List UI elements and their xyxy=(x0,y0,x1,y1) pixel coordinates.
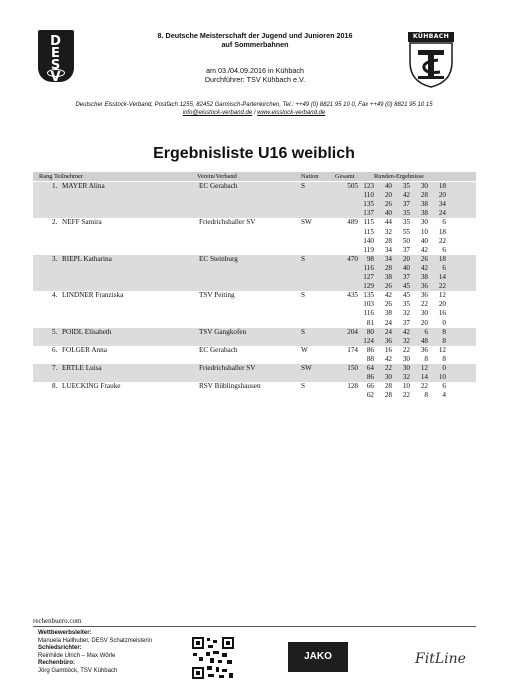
row-rank: 3. xyxy=(52,254,58,263)
footer-officials xyxy=(38,630,152,676)
round-score: 38 xyxy=(420,273,428,281)
association-info xyxy=(20,101,488,117)
round-score: 18 xyxy=(438,254,446,263)
round-score: 20 xyxy=(438,191,446,200)
round-score: 35 xyxy=(402,209,410,218)
round-score: 40 xyxy=(384,182,392,190)
round-score: 115 xyxy=(363,218,374,227)
association-email-link[interactable]: info@eisstock-verband.de xyxy=(182,110,253,116)
competition-head-label: Wettbewerbsleiter: xyxy=(38,630,92,636)
round-score: 10 xyxy=(438,373,446,382)
round-score: 115 xyxy=(363,227,374,236)
round-score: 18 xyxy=(438,182,446,190)
row-total: 435 xyxy=(347,291,358,300)
row-nation: S xyxy=(301,254,305,263)
championship-title xyxy=(110,31,400,49)
row-club: EC Gerabach xyxy=(199,345,238,354)
row-name: LUECKING Frauke xyxy=(62,382,121,391)
round-score: 64 xyxy=(366,364,374,372)
round-score: 20 xyxy=(420,318,428,327)
event-date: am 03./04.09.2016 in Kühbach xyxy=(206,66,304,75)
jako-logo xyxy=(288,642,348,672)
round-score: 30 xyxy=(420,182,428,190)
round-score: 30 xyxy=(420,309,428,318)
row-name: POIDL Elisabeth xyxy=(62,327,112,336)
row-rank: 8. xyxy=(52,382,58,391)
round-score: 62 xyxy=(366,391,374,400)
round-score: 8 xyxy=(424,354,428,363)
round-score: 116 xyxy=(363,263,374,272)
row-name: LINDNER Franziska xyxy=(62,291,124,300)
round-score: 123 xyxy=(363,182,374,190)
association-website-link[interactable]: www.eisstock-verband.de xyxy=(257,110,326,116)
round-score: 8 xyxy=(424,391,428,400)
round-score: 86 xyxy=(366,373,374,382)
round-score: 86 xyxy=(366,345,374,354)
row-nation: SW xyxy=(301,364,312,372)
round-score: 28 xyxy=(384,391,392,400)
round-score: 6 xyxy=(442,218,446,227)
header-club: Verein/Verband xyxy=(197,173,237,180)
round-score: 26 xyxy=(384,282,392,291)
row-rank: 5. xyxy=(52,327,58,336)
round-score: 34 xyxy=(384,254,392,263)
round-score: 8 xyxy=(442,354,446,363)
round-score: 22 xyxy=(438,236,446,245)
round-score: 36 xyxy=(420,345,428,354)
round-score: 37 xyxy=(402,245,410,254)
round-score: 22 xyxy=(438,282,446,291)
row-rank: 1. xyxy=(52,182,58,190)
office: Jörg Gamböck, TSV Kühbach xyxy=(38,667,118,674)
round-score: 4 xyxy=(442,391,446,400)
round-score: 45 xyxy=(402,282,410,291)
round-score: 12 xyxy=(438,345,446,354)
round-score: 12 xyxy=(438,291,446,300)
round-score: 14 xyxy=(420,373,428,382)
event-info xyxy=(110,66,400,84)
round-score: 98 xyxy=(366,254,374,263)
round-score: 42 xyxy=(384,291,392,300)
round-score: 38 xyxy=(384,309,392,318)
row-club: Friedrichshaller SV xyxy=(199,218,256,227)
desv-logo-ring xyxy=(47,69,65,77)
round-score: 110 xyxy=(363,191,374,200)
row-nation: S xyxy=(301,291,305,300)
round-score: 10 xyxy=(402,382,410,391)
row-nation: S xyxy=(301,382,305,391)
round-score: 22 xyxy=(384,364,392,372)
round-score: 0 xyxy=(442,364,446,372)
fitline-logo-text: FitLine xyxy=(415,651,466,667)
round-score: 32 xyxy=(402,373,410,382)
round-score: 34 xyxy=(384,245,392,254)
round-score: 40 xyxy=(384,209,392,218)
round-score: 119 xyxy=(363,245,374,254)
round-score: 30 xyxy=(384,373,392,382)
round-score: 35 xyxy=(402,300,410,309)
round-score: 18 xyxy=(438,227,446,236)
round-score: 6 xyxy=(442,263,446,272)
desv-logo xyxy=(38,30,74,85)
round-score: 40 xyxy=(402,263,410,272)
row-club: Friedrichshaller SV xyxy=(199,364,256,372)
header-nation: Nation xyxy=(301,173,319,180)
round-score: 6 xyxy=(442,382,446,391)
competition-head: Manuela Hallhuber, DESV Schatzmeisterin xyxy=(38,637,153,644)
row-total: 150 xyxy=(347,364,358,372)
row-name: NEFF Samira xyxy=(62,218,102,227)
round-score: 28 xyxy=(384,263,392,272)
header-rounds: Runden-Ergebnisse xyxy=(374,173,424,180)
round-score: 22 xyxy=(420,382,428,391)
round-score: 66 xyxy=(366,382,374,391)
row-club: TSV Peiting xyxy=(199,291,235,300)
row-total: 174 xyxy=(347,345,358,354)
row-total: 505 xyxy=(347,182,358,190)
round-score: 26 xyxy=(384,200,392,209)
office-label: Rechenbüro: xyxy=(38,660,76,667)
title-line-1: 8. Deutsche Meisterschaft der Jugend und Junioren 2016 xyxy=(157,31,353,40)
round-score: 36 xyxy=(420,282,428,291)
referee-label: Schiedsrichter: xyxy=(38,645,82,652)
round-score: 116 xyxy=(363,309,374,318)
round-score: 124 xyxy=(363,336,374,345)
round-score: 127 xyxy=(363,273,374,281)
row-rank: 6. xyxy=(52,345,58,354)
round-score: 30 xyxy=(420,218,428,227)
round-score: 28 xyxy=(384,236,392,245)
round-score: 129 xyxy=(363,282,374,291)
row-name: FOLGER Anna xyxy=(62,345,107,354)
event-organizer: Durchführer: TSV Kühbach e.V. xyxy=(204,75,306,84)
round-score: 8 xyxy=(442,327,446,336)
round-score: 28 xyxy=(384,382,392,391)
kuehbach-logo-text: KÜHBACH xyxy=(408,32,454,42)
round-score: 35 xyxy=(402,218,410,227)
jako-logo-text: JAKO xyxy=(304,651,332,662)
round-score: 0 xyxy=(442,318,446,327)
referees: Reinhilde Ulrich – Max Wörle xyxy=(38,652,116,659)
round-score: 37 xyxy=(402,273,410,281)
round-score: 55 xyxy=(402,227,410,236)
round-score: 24 xyxy=(384,327,392,336)
round-score: 80 xyxy=(366,327,374,336)
kuehbach-logo xyxy=(408,32,454,88)
round-score: 24 xyxy=(438,209,446,218)
row-club: TSV Gangkofen xyxy=(199,327,247,336)
round-score: 140 xyxy=(363,236,374,245)
round-score: 32 xyxy=(402,336,410,345)
round-score: 42 xyxy=(384,354,392,363)
round-score: 26 xyxy=(384,300,392,309)
row-club: EC Steinburg xyxy=(199,254,238,263)
round-score: 34 xyxy=(438,200,446,209)
round-score: 88 xyxy=(366,354,374,363)
qr-code-icon xyxy=(191,636,235,680)
kuehbach-shield-icon xyxy=(408,32,454,88)
round-score: 35 xyxy=(402,182,410,190)
round-score: 81 xyxy=(366,318,374,327)
table-header xyxy=(33,172,476,181)
round-score: 26 xyxy=(420,254,428,263)
round-score: 103 xyxy=(363,300,374,309)
round-score: 48 xyxy=(420,336,428,345)
round-score: 8 xyxy=(442,336,446,345)
round-score: 28 xyxy=(420,191,428,200)
page-title: Ergebnisliste U16 weiblich xyxy=(153,145,355,162)
link-separator: / xyxy=(252,110,258,116)
round-score: 30 xyxy=(402,354,410,363)
row-name: RIEPL Katharina xyxy=(62,254,112,263)
title-line-2: auf Sommerbahnen xyxy=(221,40,289,49)
round-score: 37 xyxy=(402,200,410,209)
row-name: ERTLE Luisa xyxy=(62,364,102,372)
row-club: EC Gerabach xyxy=(199,182,238,190)
row-total: 489 xyxy=(347,218,358,227)
round-score: 12 xyxy=(420,364,428,372)
round-score: 32 xyxy=(402,309,410,318)
round-score: 45 xyxy=(402,291,410,300)
round-score: 16 xyxy=(384,345,392,354)
row-club: RSV Büblingshausen xyxy=(199,382,261,391)
round-score: 6 xyxy=(442,245,446,254)
round-score: 22 xyxy=(402,345,410,354)
row-nation: W xyxy=(301,345,308,354)
fitline-logo xyxy=(415,635,465,680)
round-score: 135 xyxy=(363,291,374,300)
round-score: 137 xyxy=(363,209,374,218)
round-score: 6 xyxy=(424,327,428,336)
row-rank: 2. xyxy=(52,218,58,227)
row-total: 128 xyxy=(347,382,358,391)
round-score: 14 xyxy=(438,273,446,281)
round-score: 135 xyxy=(363,200,374,209)
round-score: 16 xyxy=(438,309,446,318)
round-score: 36 xyxy=(384,336,392,345)
desv-logo-text: DESV xyxy=(50,34,62,85)
round-score: 38 xyxy=(420,200,428,209)
row-rank: 4. xyxy=(52,291,58,300)
round-score: 40 xyxy=(420,236,428,245)
round-score: 30 xyxy=(402,364,410,372)
round-score: 32 xyxy=(384,227,392,236)
footer-divider xyxy=(33,626,476,627)
header-total: Gesamt xyxy=(335,173,355,180)
row-nation: S xyxy=(301,327,305,336)
round-score: 20 xyxy=(402,254,410,263)
round-score: 20 xyxy=(438,300,446,309)
round-score: 24 xyxy=(384,318,392,327)
round-score: 38 xyxy=(384,273,392,281)
round-score: 50 xyxy=(402,236,410,245)
row-nation: S xyxy=(301,182,305,190)
header-rank-participant: Rang Teilnehmer xyxy=(39,173,83,180)
row-name: MAYER Alina xyxy=(62,182,105,190)
round-score: 20 xyxy=(384,191,392,200)
footer-site: rechenbuero.com xyxy=(33,617,82,625)
round-score: 10 xyxy=(420,227,428,236)
round-score: 42 xyxy=(420,263,428,272)
row-total: 204 xyxy=(347,327,358,336)
association-address: Deutscher Eisstock-Verband, Postfach 1255, 82452 Garmisch-Partenkirchen, Tel.: ++49 (0) 8821 95 10 0, Fax ++49 (0) 8821 95 10 15 xyxy=(75,102,433,108)
row-total: 470 xyxy=(347,254,358,263)
round-score: 38 xyxy=(420,209,428,218)
round-score: 44 xyxy=(384,218,392,227)
round-score: 37 xyxy=(402,318,410,327)
round-score: 42 xyxy=(402,191,410,200)
round-score: 42 xyxy=(420,245,428,254)
row-rank: 7. xyxy=(52,364,58,372)
row-nation: SW xyxy=(301,218,312,227)
round-score: 42 xyxy=(402,327,410,336)
round-score: 22 xyxy=(420,300,428,309)
round-score: 36 xyxy=(420,291,428,300)
round-score: 22 xyxy=(402,391,410,400)
